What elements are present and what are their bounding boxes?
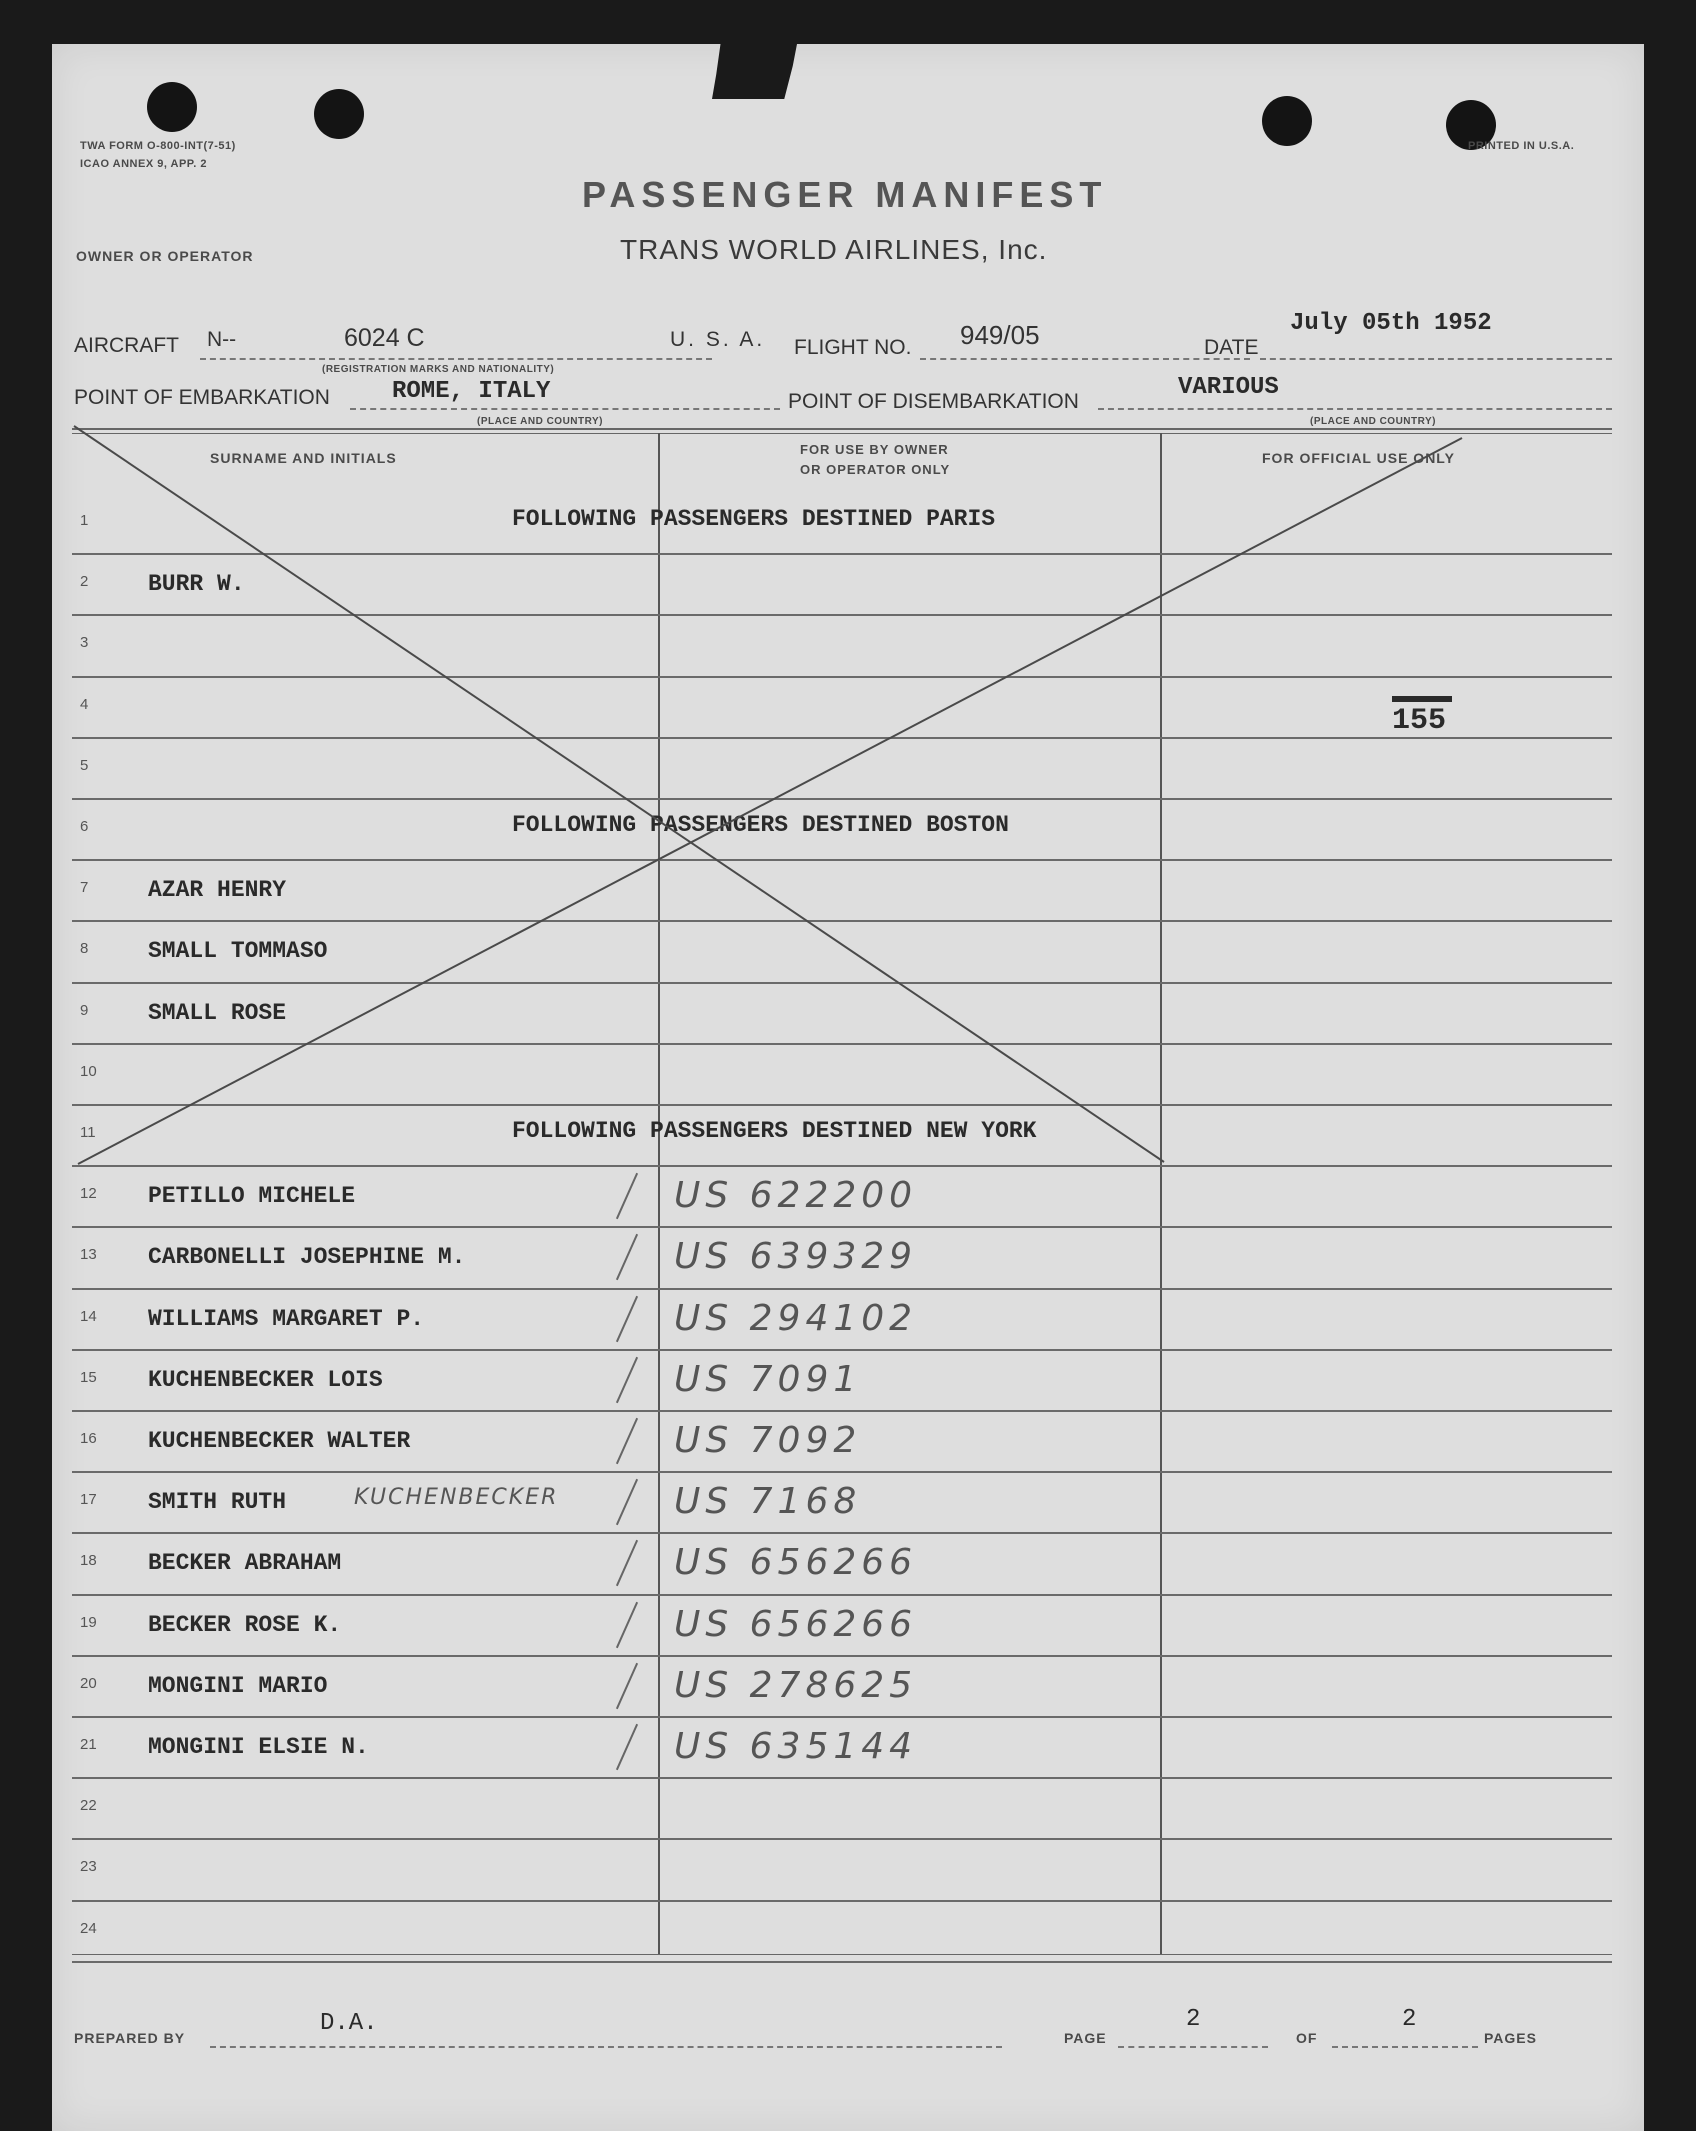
manifest-sheet bbox=[52, 44, 1644, 2131]
row-number: 15 bbox=[80, 1368, 97, 1386]
aircraft-label: AIRCRAFT bbox=[74, 334, 179, 357]
passenger-name: KUCHENBECKER LOIS bbox=[148, 1366, 383, 1393]
passenger-name: CARBONELLI JOSEPHINE M. bbox=[148, 1244, 466, 1271]
row-number: 4 bbox=[80, 695, 89, 713]
embarkation-label: POINT OF EMBARKATION bbox=[74, 386, 330, 409]
passport-number: US 7092 bbox=[674, 1420, 862, 1461]
passenger-name: PETILLO MICHELE bbox=[148, 1183, 356, 1210]
prepared-by: D.A. bbox=[320, 2010, 378, 2037]
row-number: 7 bbox=[80, 879, 89, 897]
page-label: PAGE bbox=[1064, 2030, 1107, 2046]
passenger-name: BURR W. bbox=[148, 571, 245, 598]
row-number: 1 bbox=[80, 512, 89, 529]
passport-number: US 622200 bbox=[674, 1175, 918, 1217]
airline-name: TRANS WORLD AIRLINES, Inc. bbox=[620, 234, 1048, 265]
row-divider bbox=[72, 1288, 1612, 1290]
row-number: 11 bbox=[80, 1124, 96, 1141]
row-number: 14 bbox=[80, 1307, 97, 1325]
column-header-surname: SURNAME AND INITIALS bbox=[210, 450, 397, 466]
embarkation-caption: (PLACE AND COUNTRY) bbox=[477, 416, 603, 427]
date-label: DATE bbox=[1204, 336, 1259, 359]
passenger-name: MONGINI ELSIE N. bbox=[148, 1734, 369, 1760]
page-number: 2 bbox=[1186, 2006, 1201, 2033]
row-number: 6 bbox=[80, 818, 89, 835]
official-number: 155 bbox=[1392, 704, 1447, 738]
passport-number: US 7168 bbox=[674, 1481, 862, 1523]
passport-number: US 294102 bbox=[674, 1297, 918, 1339]
passport-number: US 656266 bbox=[674, 1603, 918, 1645]
row-divider bbox=[72, 1777, 1612, 1779]
icao-annex: ICAO ANNEX 9, APP. 2 bbox=[80, 158, 207, 170]
form-number: TWA FORM O-800-INT(7-51) bbox=[80, 140, 236, 152]
row-number: 22 bbox=[80, 1797, 97, 1815]
row-number: 24 bbox=[80, 1919, 97, 1937]
row-number: 8 bbox=[80, 940, 89, 958]
flight-label: FLIGHT NO. bbox=[794, 336, 912, 359]
flight-date: July 05th 1952 bbox=[1290, 310, 1492, 337]
passenger-name: AZAR HENRY bbox=[148, 877, 287, 904]
embarkation-point: ROME, ITALY bbox=[392, 378, 551, 405]
column-header-official: FOR OFFICIAL USE ONLY bbox=[1262, 450, 1455, 466]
passenger-name: SMALL ROSE bbox=[148, 999, 287, 1026]
passenger-name: SMALL TOMMASO bbox=[148, 938, 328, 965]
destination-heading: FOLLOWING PASSENGERS DESTINED PARIS bbox=[512, 506, 996, 532]
row-number: 23 bbox=[80, 1858, 97, 1876]
check-mark bbox=[616, 1295, 638, 1341]
total-pages: 2 bbox=[1402, 2006, 1417, 2033]
passenger-name: SMITH RUTH bbox=[148, 1489, 287, 1516]
disembarkation-caption: (PLACE AND COUNTRY) bbox=[1310, 416, 1436, 427]
disembarkation-label: POINT OF DISEMBARKATION bbox=[788, 390, 1079, 413]
passenger-name: MONGINI MARIO bbox=[148, 1672, 328, 1699]
passport-number: US 639329 bbox=[674, 1236, 918, 1278]
disembarkation-point: VARIOUS bbox=[1178, 374, 1279, 401]
row-divider bbox=[72, 1900, 1612, 1902]
flight-number: 949/05 bbox=[960, 320, 1040, 350]
row-divider bbox=[72, 1716, 1612, 1718]
row-number: 10 bbox=[80, 1062, 97, 1080]
aircraft-prefix: N-- bbox=[207, 328, 237, 351]
check-mark bbox=[616, 1663, 638, 1709]
row-number: 17 bbox=[80, 1491, 97, 1509]
check-mark bbox=[616, 1357, 638, 1403]
row-number: 16 bbox=[80, 1430, 97, 1447]
passport-number: US 7091 bbox=[674, 1358, 862, 1400]
registration-caption: (REGISTRATION MARKS AND NATIONALITY) bbox=[322, 364, 555, 375]
handwritten-correction: KUCHENBECKER bbox=[354, 1485, 559, 1511]
row-divider bbox=[72, 1349, 1612, 1351]
row-divider bbox=[72, 1655, 1612, 1657]
passenger-name: BECKER ROSE K. bbox=[148, 1611, 342, 1638]
aircraft-number: 6024 C bbox=[344, 324, 425, 352]
check-mark bbox=[616, 1724, 638, 1770]
check-mark bbox=[616, 1540, 638, 1586]
passenger-name: BECKER ABRAHAM bbox=[148, 1550, 342, 1577]
column-header-owner-a: FOR USE BY OWNER bbox=[800, 442, 949, 457]
check-mark bbox=[616, 1479, 638, 1525]
row-divider bbox=[72, 1532, 1612, 1534]
owner-label: OWNER OR OPERATOR bbox=[76, 248, 254, 264]
nationality: U. S. A. bbox=[670, 328, 766, 351]
check-mark bbox=[616, 1601, 638, 1647]
row-number: 13 bbox=[80, 1246, 97, 1264]
row-number: 20 bbox=[80, 1674, 97, 1692]
page-title: PASSENGER MANIFEST bbox=[582, 174, 1108, 215]
row-number: 5 bbox=[80, 756, 89, 774]
prepared-label: PREPARED BY bbox=[74, 2030, 186, 2046]
pages-label: PAGES bbox=[1484, 2030, 1537, 2046]
passenger-name: KUCHENBECKER WALTER bbox=[148, 1428, 411, 1454]
row-divider bbox=[72, 1961, 1612, 1963]
cross-out-mark bbox=[52, 44, 1644, 1244]
row-number: 18 bbox=[80, 1552, 97, 1570]
passport-number: US 656266 bbox=[674, 1542, 918, 1584]
row-number: 19 bbox=[80, 1613, 97, 1631]
row-number: 9 bbox=[80, 1001, 89, 1019]
destination-heading: FOLLOWING PASSENGERS DESTINED NEW YORK bbox=[512, 1118, 1037, 1144]
passport-number: US 635144 bbox=[674, 1726, 918, 1767]
row-number: 2 bbox=[80, 573, 89, 591]
row-divider bbox=[72, 1594, 1612, 1596]
passport-number: US 278625 bbox=[674, 1664, 918, 1706]
column-header-owner-b: OR OPERATOR ONLY bbox=[800, 462, 951, 477]
of-label: OF bbox=[1296, 2030, 1318, 2046]
row-number: 3 bbox=[80, 634, 89, 652]
passenger-name: WILLIAMS MARGARET P. bbox=[148, 1305, 425, 1332]
row-divider bbox=[72, 1838, 1612, 1840]
row-number: 21 bbox=[80, 1736, 97, 1753]
row-divider bbox=[72, 1471, 1612, 1473]
destination-heading: FOLLOWING PASSENGERS DESTINED BOSTON bbox=[512, 812, 1009, 838]
check-mark bbox=[616, 1418, 638, 1464]
printed-note: PRINTED IN U.S.A. bbox=[1468, 140, 1575, 152]
row-divider bbox=[72, 1410, 1612, 1412]
row-number: 12 bbox=[80, 1185, 97, 1203]
